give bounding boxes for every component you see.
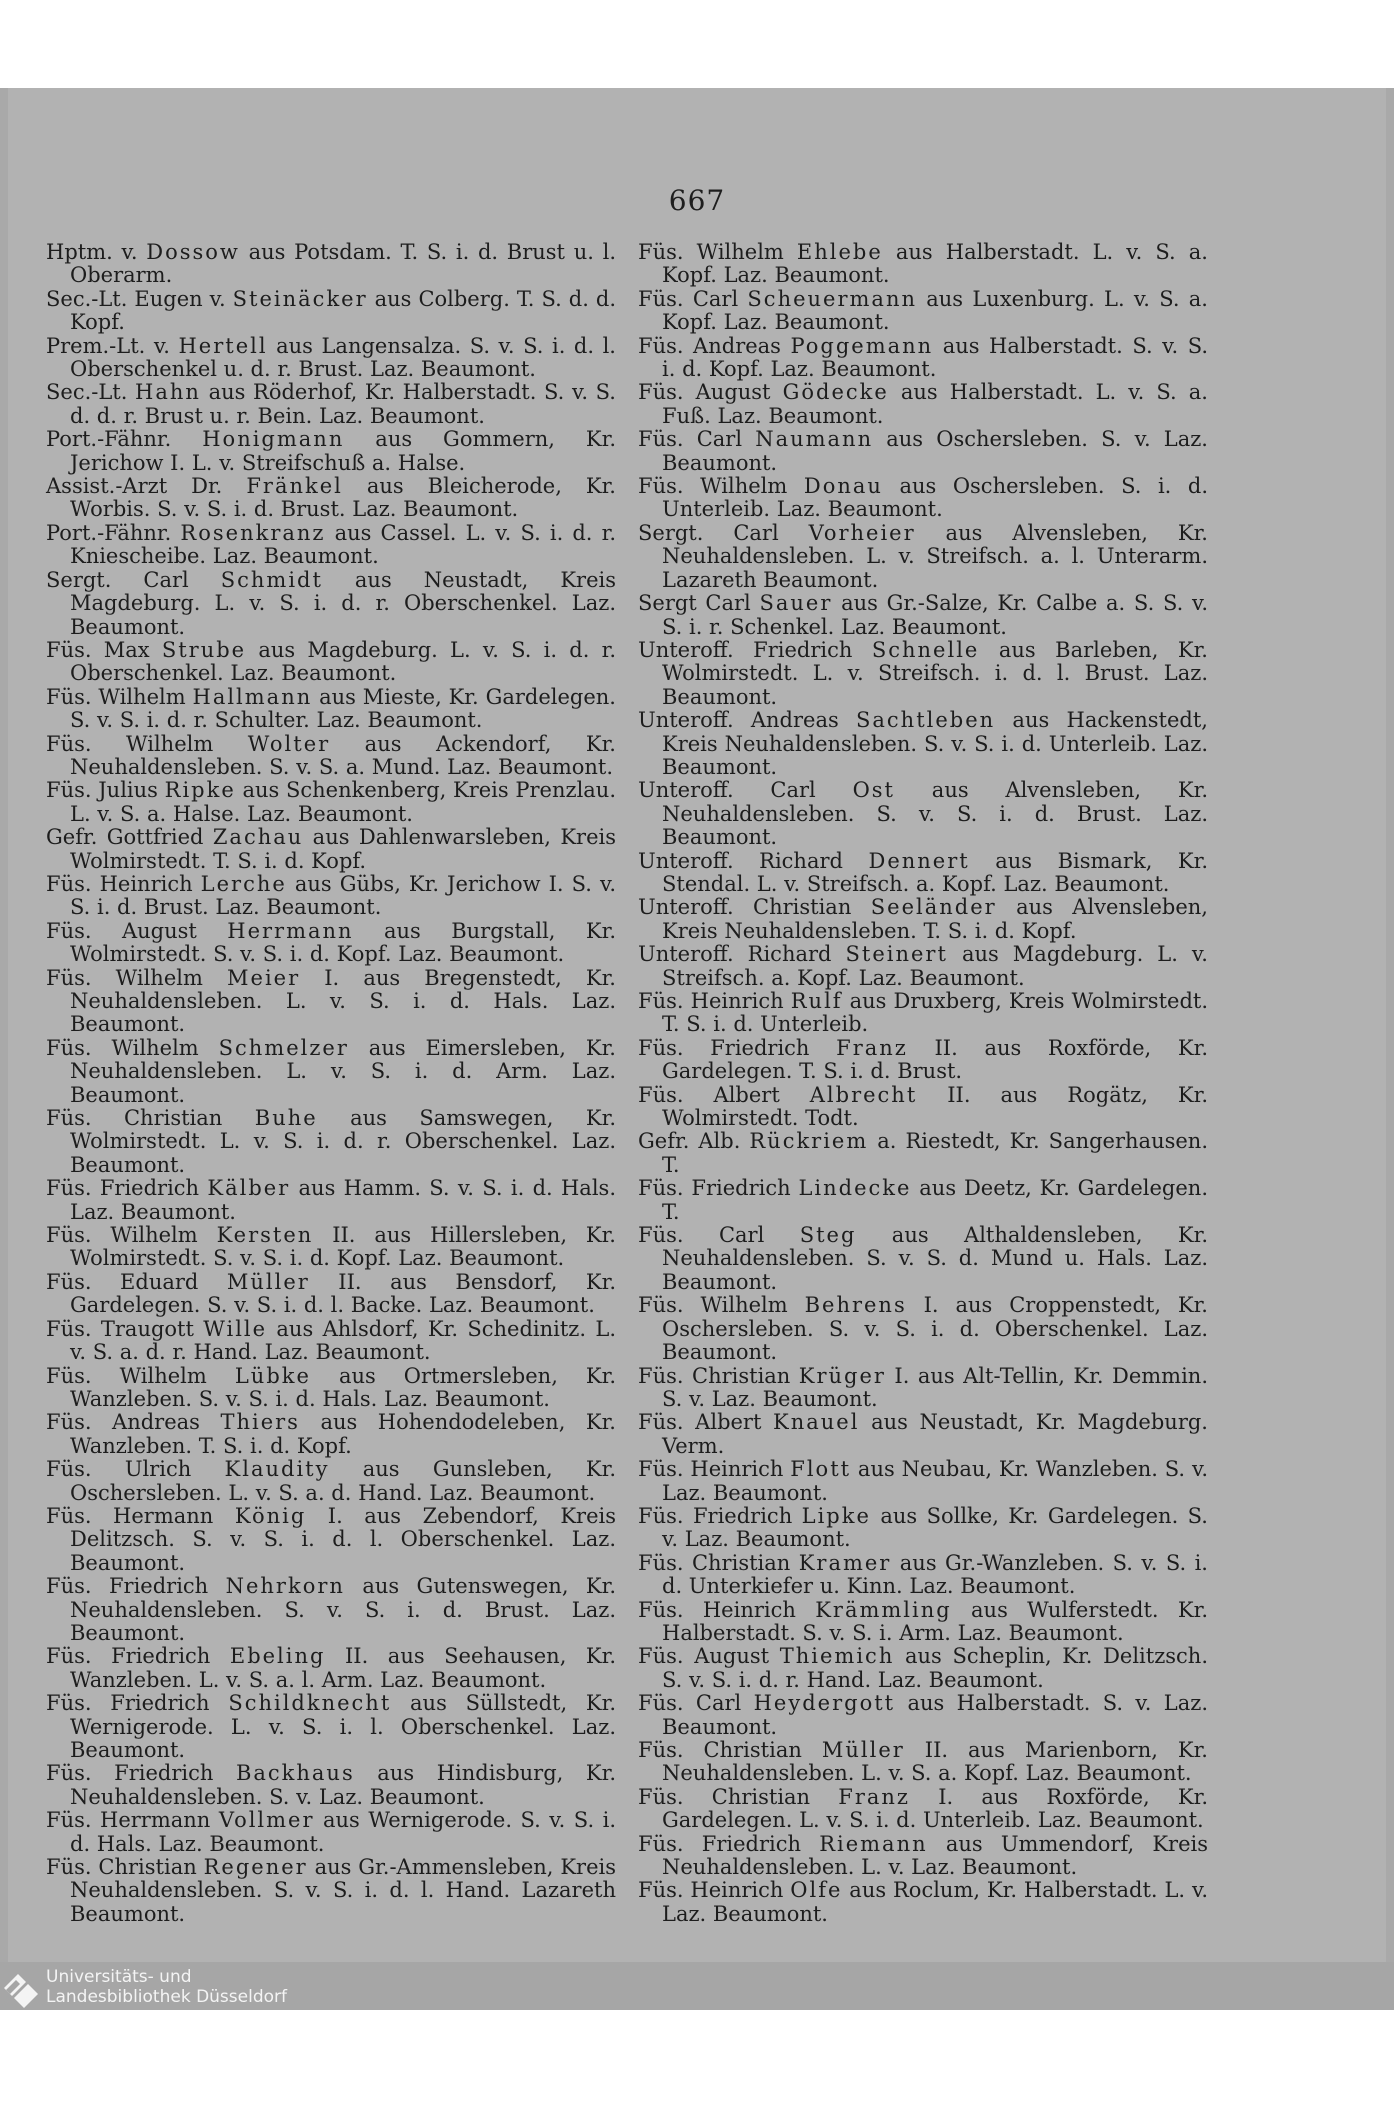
entry-prefix: Füs. Carl <box>638 427 756 452</box>
entry-prefix: Füs. Carl <box>638 1691 754 1716</box>
text-column-left <box>46 241 616 1926</box>
entry-surname: Lerche <box>200 871 287 896</box>
casualty-entry <box>46 1762 616 1809</box>
entry-details: I. aus Bregenstedt, Kr. Neuhaldensleben. L. v. S. i. d. Hals. Laz. Beaumont. <box>70 965 616 1037</box>
casualty-entry <box>46 733 616 780</box>
entry-prefix: Füs. Friedrich <box>638 1035 837 1060</box>
entry-surname: Vollmer <box>218 1808 315 1833</box>
library-credit-line-2: Landesbibliothek Düsseldorf <box>46 1987 287 2007</box>
entry-details: aus Dahlenwarsleben, Kreis Wolmirstedt. T. S. i. d. Kopf. <box>70 825 616 873</box>
casualty-entry <box>638 779 1208 849</box>
casualty-entry <box>638 1177 1208 1224</box>
entry-details: I. aus Roxförde, Kr. Gardelegen. L. v. S. i. d. Unterleib. Laz. Beaumont. <box>662 1784 1208 1833</box>
casualty-entry <box>46 1271 616 1318</box>
casualty-entry <box>46 335 616 382</box>
casualty-entry <box>46 428 616 475</box>
entry-surname: Meier <box>227 965 301 990</box>
entry-surname: Wolter <box>247 731 331 756</box>
casualty-entry <box>638 1037 1208 1084</box>
entry-surname: Naumann <box>755 427 874 452</box>
casualty-entry <box>638 1084 1208 1131</box>
entry-surname: Hahn <box>135 380 201 405</box>
entry-surname: Thiers <box>220 1410 300 1435</box>
entry-details: aus Gübs, Kr. Jerichow I. S. v. S. i. d. Brust. Laz. Beaumont. <box>70 871 617 920</box>
entry-prefix: Unteroff. Richard <box>638 942 846 967</box>
entry-prefix: Füs. Andreas <box>638 333 791 358</box>
entry-prefix: Füs. Heinrich <box>638 1878 791 1903</box>
entry-details: aus Barleben, Kr. Wolmirstedt. L. v. Streifsch. i. d. l. Brust. Laz. Beaumont. <box>662 637 1208 709</box>
casualty-entry <box>638 896 1208 943</box>
casualty-entry <box>46 1856 616 1926</box>
entry-prefix: Füs. Ulrich <box>46 1457 225 1482</box>
entry-prefix: Füs. Wilhelm <box>638 1293 805 1318</box>
casualty-entry <box>46 475 616 522</box>
entry-prefix: Füs. Wilhelm <box>638 474 804 499</box>
casualty-entry <box>638 1294 1208 1364</box>
entry-surname: Rückriem <box>749 1129 869 1154</box>
entry-surname: Nehrkorn <box>225 1574 345 1599</box>
entry-surname: Sauer <box>759 591 833 616</box>
entry-details: aus Alvensleben, Kreis Neuhaldensleben. T. S. i. d. Kopf. <box>662 895 1208 943</box>
entry-prefix: Füs. August <box>46 918 228 943</box>
casualty-entry <box>638 709 1208 779</box>
casualty-entry <box>638 1645 1208 1692</box>
entry-prefix: Füs. Heinrich <box>46 871 201 896</box>
casualty-entry <box>46 1809 616 1856</box>
casualty-entry <box>46 873 616 920</box>
entry-surname: Wille <box>203 1316 268 1341</box>
entry-details: aus Gunsleben, Kr. Oschersleben. L. v. S. a. d. Hand. Laz. Beaumont. <box>70 1457 617 1505</box>
entry-surname: Donau <box>803 474 883 499</box>
entry-surname: Behrens <box>804 1293 907 1318</box>
entry-details: II. aus Marienborn, Kr. Neuhaldensleben. L. v. S. a. Kopf. Laz. Beaumont. <box>662 1738 1208 1786</box>
casualty-entry <box>638 850 1208 897</box>
entry-prefix: Sergt. Carl <box>46 567 221 592</box>
casualty-entry <box>46 522 616 569</box>
entry-surname: Backhaus <box>235 1761 355 1786</box>
casualty-entry <box>46 1458 616 1505</box>
entry-details: aus Althaldensleben, Kr. Neuhaldensleben. S. v. S. d. Mund u. Hals. Laz. Beaumont. <box>662 1223 1208 1294</box>
entry-prefix: Gefr. Alb. <box>638 1129 750 1154</box>
entry-surname: Zachau <box>212 825 304 850</box>
entry-surname: König <box>234 1503 307 1528</box>
entry-details: aus Samswegen, Kr. Wolmirstedt. L. v. S. i. d. r. Oberschenkel. Laz. Beaumont. <box>70 1106 616 1177</box>
entry-prefix: Füs. Heinrich <box>638 1457 791 1482</box>
entry-details: II. aus Bensdorf, Kr. Gardelegen. S. v. S. i. d. l. Backe. Laz. Beaumont. <box>70 1269 616 1318</box>
entry-prefix: Füs. Julius <box>46 778 165 803</box>
casualty-entry <box>638 1411 1208 1458</box>
entry-prefix: Sergt Carl <box>638 591 760 616</box>
entry-details: aus Gr.-Salze, Kr. Calbe a. S. S. v. S. i. r. Schenkel. Laz. Beaumont. <box>662 591 1208 639</box>
casualty-entry <box>46 639 616 686</box>
entry-details: II. aus Seehausen, Kr. Wanzleben. L. v. S. a. l. Arm. Laz. Beaumont. <box>70 1644 616 1692</box>
entry-details: aus Schenkenberg, Kreis Prenzlau. L. v. S. a. Halse. Laz. Beaumont. <box>70 778 617 826</box>
casualty-entry <box>638 1552 1208 1599</box>
entry-surname: Rosenkranz <box>180 520 326 545</box>
entry-details: aus Gutenswegen, Kr. Neuhaldensleben. S. v. S. i. d. Brust. Laz. Beaumont. <box>70 1574 617 1645</box>
entry-prefix: Füs. Friedrich <box>638 1176 799 1201</box>
entry-details: aus Ahlsdorf, Kr. Schedinitz. L. v. S. a. d. r. Hand. Laz. Beaumont. <box>70 1316 616 1365</box>
library-credit-line-1: Universitäts- und <box>46 1967 192 1987</box>
entry-prefix: Unteroff. Christian <box>638 895 871 920</box>
entry-prefix: Füs. Friedrich <box>638 1831 820 1856</box>
casualty-entry <box>638 1833 1208 1880</box>
casualty-entry <box>638 1130 1208 1177</box>
entry-surname: Knauel <box>773 1410 860 1435</box>
entry-prefix: Füs. Wilhelm <box>46 965 228 990</box>
entry-details: aus Magdeburg. L. v. S. i. d. r. Oberschenkel. Laz. Beaumont. <box>70 637 616 686</box>
entry-prefix: Füs. Christian <box>46 1855 204 1880</box>
entry-surname: Ebeling <box>229 1644 326 1669</box>
casualty-entry <box>46 1645 616 1692</box>
entry-surname: Ehlebe <box>796 240 883 264</box>
entry-surname: Dossow <box>146 240 240 264</box>
entry-surname: Ripke <box>164 778 236 803</box>
entry-surname: Strube <box>161 637 247 662</box>
casualty-entry <box>638 241 1208 288</box>
entry-surname: Seeländer <box>870 895 997 920</box>
entry-surname: Hertell <box>178 333 268 358</box>
entry-details: aus Potsdam. T. S. i. d. Brust u. l. Oberarm. <box>70 240 616 288</box>
entry-details: aus Röderhof, Kr. Halberstadt. S. v. S. d. d. r. Brust u. r. Bein. Laz. Beaumont. <box>70 380 616 428</box>
entry-surname: Steinert <box>845 942 948 967</box>
entry-details: aus Süllstedt, Kr. Wernigerode. L. v. S. i. l. Oberschenkel. Laz. Beaumont. <box>70 1691 616 1762</box>
casualty-entry <box>46 1505 616 1575</box>
entry-details: aus Magdeburg. L. v. Streifsch. a. Kopf. Laz. Beaumont. <box>662 942 1208 990</box>
library-footer <box>0 1962 1394 2010</box>
entry-prefix: Füs. Friedrich <box>46 1574 226 1599</box>
entry-prefix: Füs. Friedrich <box>46 1691 229 1716</box>
entry-surname: Poggemann <box>790 333 934 358</box>
entry-prefix: Füs. Wilhelm <box>46 1363 235 1388</box>
casualty-entry <box>46 1692 616 1762</box>
entry-prefix: Füs. Carl <box>638 286 748 311</box>
entry-prefix: Port.-Fähnr. <box>46 520 181 545</box>
entry-details: aus Gommern, Kr. Jerichow I. L. v. Streifschuß a. Halse. <box>70 427 616 475</box>
entry-details: aus Alvensleben, Kr. Neuhaldensleben. S. v. S. i. d. Brust. Laz. Beaumont. <box>662 778 1208 850</box>
ulb-duesseldorf-logo-icon <box>2 1966 40 2010</box>
entry-details: aus Druxberg, Kreis Wolmirstedt. T. S. i. d. Unterleib. <box>662 989 1208 1037</box>
casualty-entry <box>46 288 616 335</box>
document-page <box>8 88 1386 1966</box>
casualty-entry <box>638 990 1208 1037</box>
casualty-entry <box>46 569 616 639</box>
casualty-entry <box>46 1107 616 1177</box>
entry-surname: Schnelle <box>871 637 980 662</box>
entry-surname: Lindecke <box>798 1176 912 1201</box>
entry-surname: Müller <box>821 1738 905 1762</box>
casualty-entry <box>638 1879 1208 1926</box>
entry-details: aus Gr.-Wanzleben. S. v. S. i. d. Unterkiefer u. Kinn. Laz. Beaumont. <box>662 1550 1208 1599</box>
entry-surname: Krämmling <box>815 1597 952 1622</box>
casualty-entry <box>638 1458 1208 1505</box>
entry-details: aus Hohendodeleben, Kr. Wanzleben. T. S. i. d. Kopf. <box>70 1410 616 1458</box>
entry-details: aus Burgstall, Kr. Wolmirstedt. S. v. S. i. d. Kopf. Laz. Beaumont. <box>70 918 616 967</box>
entry-details: II. aus Hillersleben, Kr. Wolmirstedt. S. v. S. i. d. Kopf. Laz. Beaumont. <box>70 1223 616 1271</box>
entry-details: aus Halberstadt. L. v. S. a. Fuß. Laz. Beaumont. <box>662 380 1208 428</box>
entry-details: I. aus Zebendorf, Kreis Delitzsch. S. v. S. i. d. l. Oberschenkel. Laz. Beaumont. <box>70 1503 616 1575</box>
entry-surname: Schmelzer <box>218 1035 349 1060</box>
entry-prefix: Füs. August <box>638 380 783 405</box>
entry-details: aus Roclum, Kr. Halberstadt. L. v. Laz. Beaumont. <box>662 1878 1208 1926</box>
entry-details: aus Neustadt, Kr. Magdeburg. Verm. <box>662 1410 1208 1458</box>
entry-details: aus Mieste, Kr. Gardelegen. S. v. S. i. d. r. Schulter. Laz. Beaumont. <box>70 684 616 733</box>
entry-surname: Hallmann <box>192 684 313 709</box>
entry-prefix: Hptm. v. <box>46 240 147 264</box>
casualty-entry <box>638 592 1208 639</box>
entry-prefix: Unteroff. Carl <box>638 778 853 803</box>
entry-details: I. aus Alt-Tellin, Kr. Demmin. S. v. Laz. Beaumont. <box>662 1363 1208 1411</box>
entry-prefix: Gefr. Gottfried <box>46 825 213 850</box>
entry-details: aus Eimersleben, Kr. Neuhaldensleben. L. v. S. i. d. Arm. Laz. Beaumont. <box>70 1035 616 1107</box>
casualty-entry <box>638 943 1208 990</box>
entry-surname: Vorheier <box>808 520 916 545</box>
entry-details: aus Gr.-Ammensleben, Kreis Neuhaldensleben. S. v. S. i. d. l. Hand. Lazareth Beaumont. <box>70 1855 616 1926</box>
entry-prefix: Füs. Heinrich <box>638 1597 816 1622</box>
casualty-entry <box>46 241 616 288</box>
casualty-entry <box>46 779 616 826</box>
entry-surname: Rulf <box>790 989 843 1013</box>
entry-details: aus Cassel. L. v. S. i. d. r. Kniescheibe. Laz. Beaumont. <box>70 520 616 569</box>
casualty-entry <box>638 288 1208 335</box>
entry-surname: Riemann <box>819 1831 928 1856</box>
casualty-entry <box>638 428 1208 475</box>
casualty-entry <box>638 639 1208 709</box>
entry-details: aus Hamm. S. v. S. i. d. Hals. Laz. Beaumont. <box>70 1176 616 1224</box>
entry-prefix: Füs. Christian <box>638 1738 822 1762</box>
entry-prefix: Füs. Christian <box>638 1363 799 1388</box>
entry-details: aus Sollke, Kr. Gardelegen. S. v. Laz. Beaumont. <box>662 1503 1208 1552</box>
entry-details: aus Wulferstedt. Kr. Halberstadt. S. v. S. i. Arm. Laz. Beaumont. <box>662 1597 1209 1645</box>
page-number: 667 <box>668 184 726 217</box>
entry-surname: Schildknecht <box>228 1691 392 1716</box>
entry-prefix: Füs. Wilhelm <box>46 731 248 756</box>
entry-surname: Kälber <box>207 1176 291 1201</box>
entry-details: aus Wernigerode. S. v. S. i. d. Hals. Laz. Beaumont. <box>70 1808 616 1856</box>
entry-prefix: Füs. Friedrich <box>46 1176 208 1201</box>
entry-surname: Buhe <box>254 1106 318 1131</box>
entry-surname: Steg <box>799 1223 857 1248</box>
entry-details: aus Halberstadt. S. v. Laz. Beaumont. <box>662 1691 1209 1739</box>
entry-surname: Dennert <box>868 848 970 873</box>
casualty-entry <box>638 1692 1208 1739</box>
text-column-right <box>638 241 1208 1926</box>
casualty-entry <box>46 967 616 1037</box>
entry-surname: Thiemich <box>779 1644 895 1669</box>
entry-details: aus Ortmersleben, Kr. Wanzleben. S. v. S. i. d. Hals. Laz. Beaumont. <box>70 1363 616 1411</box>
casualty-entry <box>46 1365 616 1412</box>
casualty-entry <box>46 1411 616 1458</box>
entry-details: aus Hackenstedt, Kreis Neuhaldensleben. S. v. S. i. d. Unterleib. Laz. Beaumont. <box>662 708 1208 779</box>
entry-surname: Franz <box>836 1035 908 1060</box>
entry-prefix: Füs. Friedrich <box>46 1644 230 1669</box>
casualty-entry <box>638 335 1208 382</box>
entry-details: aus Halberstadt. L. v. S. a. Kopf. Laz. Beaumont. <box>662 240 1208 288</box>
entry-details: aus Scheplin, Kr. Delitzsch. S. v. S. i. d. r. Hand. Laz. Beaumont. <box>662 1644 1209 1692</box>
casualty-entry <box>638 1599 1208 1646</box>
library-credit <box>46 1967 287 2007</box>
entry-prefix: Füs. Herrmann <box>46 1808 219 1833</box>
entry-surname: Lipke <box>801 1503 871 1528</box>
casualty-entry <box>46 1224 616 1271</box>
entry-details: aus Luxenburg. L. v. S. a. Kopf. Laz. Beaumont. <box>662 286 1208 335</box>
casualty-entry <box>46 1037 616 1107</box>
casualty-entry <box>638 381 1208 428</box>
entry-prefix: Füs. Christian <box>46 1106 255 1131</box>
entry-surname: Lübke <box>234 1363 311 1388</box>
entry-prefix: Füs. Wilhelm <box>46 1035 219 1060</box>
entry-prefix: Prem.-Lt. v. <box>46 333 179 358</box>
entry-prefix: Füs. Hermann <box>46 1503 235 1528</box>
entry-prefix: Füs. Albert <box>638 1410 774 1435</box>
entry-details: a. Riestedt, Kr. Sangerhausen. T. <box>662 1129 1208 1177</box>
entry-prefix: Assist.-Arzt Dr. <box>46 474 247 499</box>
entry-prefix: Füs. Friedrich <box>46 1761 236 1786</box>
entry-details: aus Hindisburg, Kr. Neuhaldensleben. S. v. Laz. Beaumont. <box>70 1761 616 1809</box>
entry-surname: Scheuermann <box>747 286 917 311</box>
entry-prefix: Füs. Albert <box>638 1082 810 1107</box>
entry-details: aus Oschersleben. S. v. Laz. Beaumont. <box>662 427 1208 475</box>
entry-details: aus Halberstadt. S. v. S. i. d. Kopf. Laz. Beaumont. <box>662 333 1209 382</box>
casualty-entry <box>46 686 616 733</box>
entry-prefix: Füs. Christian <box>638 1784 839 1809</box>
entry-prefix: Port.-Fähnr. <box>46 427 203 452</box>
entry-prefix: Unteroff. Andreas <box>638 708 857 733</box>
entry-details: II. aus Roxförde, Kr. Gardelegen. T. S. i. d. Brust. <box>662 1035 1208 1084</box>
entry-prefix: Füs. Wilhelm <box>46 1223 217 1248</box>
entry-details: aus Ummendorf, Kreis Neuhaldensleben. L. v. Laz. Beaumont. <box>662 1831 1209 1880</box>
entry-prefix: Sec.-Lt. Eugen v. <box>46 286 233 311</box>
entry-surname: Regener <box>203 1855 308 1880</box>
casualty-entry <box>638 1786 1208 1833</box>
entry-details: I. aus Croppenstedt, Kr. Oschersleben. S. v. S. i. d. Oberschenkel. Laz. Beaumont. <box>662 1293 1208 1365</box>
entry-details: aus Colberg. T. S. d. d. Kopf. <box>70 286 616 335</box>
entry-surname: Steinäcker <box>232 286 368 311</box>
casualty-entry <box>638 1224 1208 1294</box>
entry-prefix: Unteroff. Richard <box>638 848 869 873</box>
casualty-entry <box>46 381 616 428</box>
entry-surname: Müller <box>226 1269 310 1294</box>
entry-details: aus Ackendorf, Kr. Neuhaldensleben. S. v. S. a. Mund. Laz. Beaumont. <box>70 731 616 779</box>
entry-surname: Herrmann <box>227 918 354 943</box>
entry-surname: Albrecht <box>809 1082 918 1107</box>
entry-details: aus Bismark, Kr. Stendal. L. v. Streifsch. a. Kopf. Laz. Beaumont. <box>662 848 1208 896</box>
entry-prefix: Füs. Christian <box>638 1550 799 1575</box>
casualty-entry <box>638 1365 1208 1412</box>
casualty-entry <box>46 1177 616 1224</box>
entry-prefix: Füs. Wilhelm <box>638 240 797 264</box>
entry-prefix: Sergt. Carl <box>638 520 809 545</box>
entry-prefix: Füs. Traugott <box>46 1316 204 1341</box>
casualty-entry <box>638 475 1208 522</box>
entry-surname: Fränkel <box>246 474 343 499</box>
entry-details: aus Neustadt, Kreis Magdeburg. L. v. S. i. d. r. Oberschenkel. Laz. Beaumont. <box>70 567 616 639</box>
entry-details: II. aus Rogätz, Kr. Wolmirstedt. Todt. <box>662 1082 1208 1131</box>
entry-surname: Gödecke <box>782 380 889 405</box>
entry-surname: Heydergott <box>753 1691 896 1716</box>
casualty-entry <box>638 522 1208 592</box>
entry-surname: Schmidt <box>220 567 323 592</box>
entry-surname: Sachtleben <box>856 708 996 733</box>
casualty-entry <box>46 920 616 967</box>
entry-prefix: Füs. Carl <box>638 1223 800 1248</box>
casualty-entry <box>638 1739 1208 1786</box>
entry-details: aus Oschersleben. S. i. d. Unterleib. Laz. Beaumont. <box>662 474 1208 522</box>
casualty-entry <box>46 1318 616 1365</box>
entry-prefix: Füs. Andreas <box>46 1410 221 1435</box>
entry-details: aus Bleicherode, Kr. Worbis. S. v. S. i. d. Brust. Laz. Beaumont. <box>70 474 616 522</box>
casualty-entry <box>46 826 616 873</box>
entry-prefix: Füs. August <box>638 1644 780 1669</box>
entry-prefix: Füs. Eduard <box>46 1269 227 1294</box>
entry-details: aus Langensalza. S. v. S. i. d. l. Oberschenkel u. d. r. Brust. Laz. Beaumont. <box>70 333 616 382</box>
entry-surname: Krüger <box>798 1363 886 1388</box>
entry-surname: Klaudity <box>224 1457 330 1482</box>
entry-prefix: Füs. Heinrich <box>638 989 791 1013</box>
entry-surname: Honigmann <box>202 427 345 452</box>
entry-surname: Kersten <box>216 1223 314 1248</box>
entry-prefix: Füs. Max <box>46 637 162 662</box>
entry-surname: Ost <box>852 778 895 803</box>
entry-surname: Flott <box>790 1457 852 1482</box>
entry-prefix: Füs. Wilhelm <box>46 684 193 709</box>
entry-details: aus Alvensleben, Kr. Neuhaldensleben. L. v. Streifsch. a. l. Unterarm. Lazareth Beaumont. <box>662 520 1208 592</box>
scan-area <box>0 88 1394 2010</box>
entry-details: aus Neubau, Kr. Wanzleben. S. v. Laz. Beaumont. <box>662 1457 1209 1505</box>
entry-details: aus Deetz, Kr. Gardelegen. T. <box>662 1176 1208 1224</box>
casualty-entry <box>46 1575 616 1645</box>
entry-surname: Olfe <box>790 1878 843 1903</box>
entry-surname: Kramer <box>798 1550 892 1575</box>
entry-prefix: Unteroff. Friedrich <box>638 637 872 662</box>
entry-prefix: Füs. Friedrich <box>638 1503 802 1528</box>
entry-surname: Franz <box>838 1784 910 1809</box>
entry-prefix: Sec.-Lt. <box>46 380 136 405</box>
casualty-entry <box>638 1505 1208 1552</box>
